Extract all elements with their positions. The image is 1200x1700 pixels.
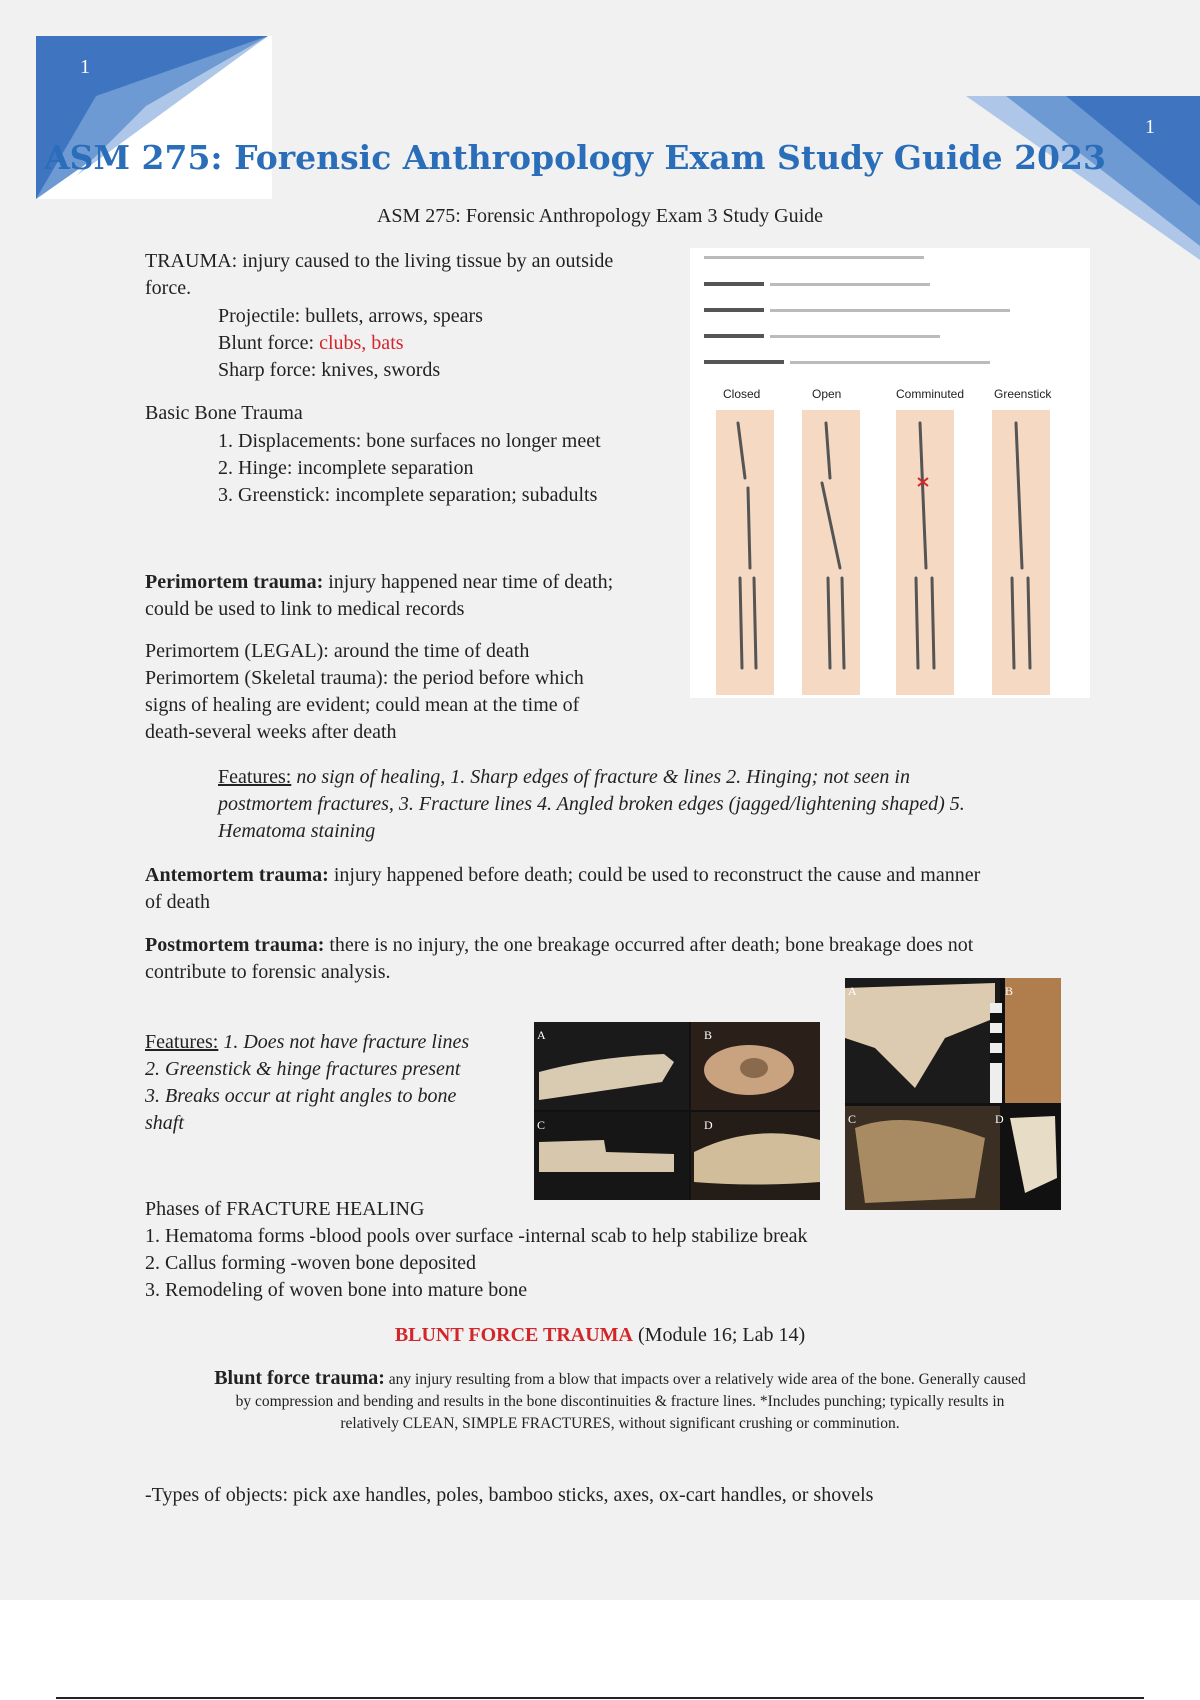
perimortem-definition: [145, 569, 613, 623]
features-label: Features:: [218, 766, 292, 788]
features-line: Hematoma staining: [218, 820, 376, 842]
antemortem-definition: [145, 862, 980, 916]
definition-line: contribute to forensic analysis.: [145, 961, 391, 983]
blunt-type-label: Blunt force:: [218, 332, 320, 354]
photo-label: B: [704, 1028, 713, 1042]
features-line: [145, 1029, 469, 1056]
bone-photo-illustration: [534, 1022, 820, 1200]
perimortem-def: injury happened near time of death;: [323, 571, 614, 593]
list-item: 2. Hinge: incomplete separation: [218, 457, 474, 479]
fracture-healing-heading: Phases of FRACTURE HEALING: [145, 1198, 425, 1220]
features-line: postmortem fractures, 3. Fracture lines 4. Angled broken edges (jagged/lightening shaped) 5.: [218, 793, 965, 815]
bone-photo-illustration: [845, 978, 1061, 1210]
definition-line: [150, 1367, 1090, 1391]
features-line: shaft: [145, 1112, 184, 1134]
postmortem-bone-photo-1: [534, 1022, 820, 1200]
blunt-force-def: any injury resulting from a blow that impacts over a relatively wide area of the bone. Generally caused: [384, 1371, 1026, 1388]
postmortem-bone-photo-2: [845, 978, 1061, 1210]
photo-label: A: [537, 1028, 546, 1042]
list-item: 1. Displacements: bone surfaces no longer meet: [218, 430, 601, 452]
sharp-type: Sharp force: knives, swords: [218, 359, 441, 381]
perimortem-skeletal-line: death-several weeks after death: [145, 721, 397, 743]
blunt-force-objects: -Types of objects: pick axe handles, poles, bamboo sticks, axes, ox-cart handles, or shovels: [145, 1484, 874, 1506]
corner-decoration-top-right: [966, 96, 1200, 260]
fracture-label: Open: [812, 387, 842, 401]
photo-label: D: [995, 1112, 1004, 1126]
definition-line: [145, 862, 980, 889]
antemortem-def: injury happened before death; could be used to reconstruct the cause and manner: [328, 864, 981, 886]
postmortem-def: there is no injury, the one breakage occurred after death; bone breakage does not: [324, 934, 974, 956]
photo-label: C: [848, 1112, 857, 1126]
list-item: 2. Callus forming -woven bone deposited: [145, 1252, 477, 1274]
basic-bone-trauma-list: [218, 428, 601, 509]
blunt-force-term: Blunt force trauma:: [214, 1367, 385, 1389]
features-line: [218, 764, 965, 791]
page-subtitle: ASM 275: Forensic Anthropology Exam 3 Study Guide: [376, 205, 824, 227]
basic-bone-trauma-heading: Basic Bone Trauma: [145, 402, 303, 424]
photo-label: B: [1005, 984, 1014, 998]
blunt-force-definition: [150, 1367, 1090, 1435]
fracture-types-illustration: [690, 248, 1090, 698]
definition-line: of death: [145, 891, 210, 913]
section-title: BLUNT FORCE TRAUMA: [394, 1324, 633, 1346]
perimortem-skeletal-line: Perimortem (Skeletal trauma): the period before which: [145, 667, 584, 689]
definition-line: could be used to link to medical records: [145, 598, 465, 620]
projectile-type: Projectile: bullets, arrows, spears: [218, 305, 483, 327]
blunt-type: [218, 330, 483, 357]
fracture-label: Greenstick: [994, 387, 1052, 401]
features-text: 1. Does not have fracture lines: [218, 1031, 470, 1053]
trauma-definition-line: force.: [145, 277, 192, 299]
perimortem-details: [145, 638, 584, 746]
section-ref: (Module 16; Lab 14): [633, 1324, 806, 1346]
features-line: 2. Greenstick & hinge fractures present: [145, 1058, 461, 1080]
photo-label: D: [704, 1118, 713, 1132]
photo-label: C: [537, 1118, 546, 1132]
features-line: 3. Breaks occur at right angles to bone: [145, 1085, 457, 1107]
trauma-definition-line: TRAUMA: injury caused to the living tissue by an outside: [145, 250, 614, 272]
postmortem-features: [145, 1029, 469, 1137]
page-title: ASM 275: Forensic Anthropology Exam Study Guide 2023: [44, 138, 1106, 177]
perimortem-legal: Perimortem (LEGAL): around the time of death: [145, 640, 530, 662]
perimortem-skeletal-line: signs of healing are evident; could mean at the time of: [145, 694, 580, 716]
perimortem-term: Perimortem trauma:: [145, 571, 324, 593]
footer-divider: [56, 1697, 1144, 1699]
antemortem-term: Antemortem trauma:: [145, 864, 329, 886]
blunt-force-section-title: [0, 1322, 1200, 1349]
definition-line: [145, 569, 613, 596]
list-item: 1. Hematoma forms -blood pools over surface -internal scab to help stabilize break: [145, 1225, 808, 1247]
page-number-right: 1: [1145, 116, 1155, 138]
definition-line: [145, 932, 973, 959]
trauma-definition: [145, 248, 613, 302]
fracture-label: Comminuted: [896, 387, 965, 401]
features-label: Features:: [145, 1031, 219, 1053]
postmortem-term: Postmortem trauma:: [145, 934, 325, 956]
blunt-type-examples: clubs, bats: [319, 332, 404, 354]
fracture-label: Closed: [723, 387, 761, 401]
definition-line: by compression and bending and results in the bone discontinuities & fracture lines. *Includes punching; typically results in: [235, 1393, 1005, 1410]
list-item: 3. Greenstick: incomplete separation; subadults: [218, 484, 598, 506]
features-text: no sign of healing, 1. Sharp edges of fracture & lines 2. Hinging; not seen in: [291, 766, 910, 788]
photo-label: A: [848, 984, 857, 998]
fracture-healing: [145, 1196, 808, 1304]
trauma-types: [218, 303, 483, 384]
list-item: 3. Remodeling of woven bone into mature bone: [145, 1279, 528, 1301]
fracture-types-figure: [690, 248, 1090, 698]
perimortem-features: [218, 764, 965, 845]
page-number-left: 1: [80, 56, 90, 78]
definition-line: relatively CLEAN, SIMPLE FRACTURES, without significant crushing or comminution.: [340, 1415, 900, 1432]
